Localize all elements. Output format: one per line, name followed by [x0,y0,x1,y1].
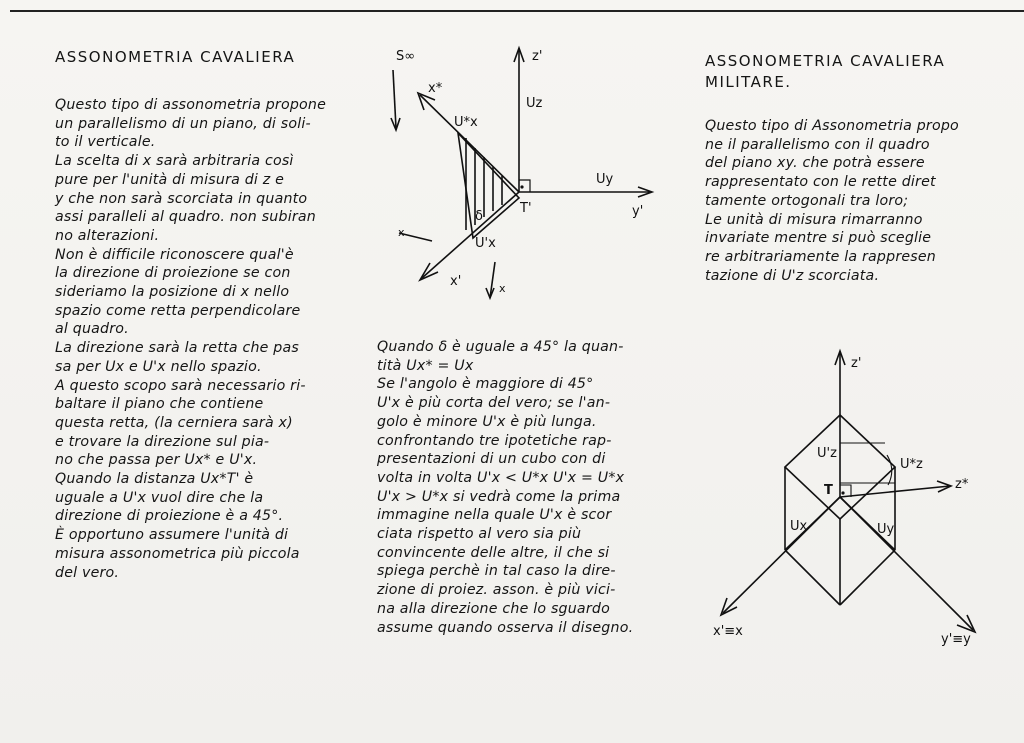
text-line: U'x > U*x si vedrà come la prima [377,488,621,505]
text-line: presentazioni di un cubo con di [377,451,606,468]
text-line: direzione di proiezione è a 45°. [55,508,284,525]
uy-label: Uy [877,522,895,537]
x-star-axis [420,95,519,192]
t-prime-label: T' [520,201,532,216]
diagram-cavalier-projection [380,40,670,305]
text-line: tamente ortogonali tra loro; [705,192,909,209]
x-small-label-2: x [499,282,506,295]
text-line: e trovare la direzione sul pia- [55,433,270,450]
middle-text [377,338,677,637]
text-line: na alla direzione che lo sguardo [377,600,610,617]
text-line: no alterazioni. [55,227,160,244]
z-star-label: z* [955,477,969,492]
text-line: assi paralleli al quadro. non subiran [55,209,316,226]
text-line: questa retta, (la cerniera sarà x) [55,414,293,431]
uy-label: Uy [596,172,614,187]
x-equiv-label: x'≡x [713,624,743,639]
x-prime-label: x' [450,274,462,289]
text-line: misura assonometrica più piccola [55,545,300,562]
text-line: del vero. [55,564,120,581]
t-label: T [824,483,833,498]
text-line: immagine nella quale U'x è scor [377,507,612,524]
text-line: invariate mentre si può sceglie [705,230,932,247]
text-line: Se l'angolo è maggiore di 45° [377,376,594,393]
uz-prime-label: U'z [817,446,837,461]
text-line: la direzione di proiezione se con [55,265,291,282]
top-rule [10,10,1024,12]
text-line: Quando la distanza Ux*T' è [55,471,254,488]
diagram-military-projection [705,345,1000,650]
right-title-line-2: MILITARE. [705,73,792,91]
text-line: tazione di U'z scorciata. [705,267,880,284]
text-line: zione di proiez. asson. è più vici- [377,582,616,599]
text-line: La scelta di x sarà arbitraria così [55,153,294,170]
text-line: Questo tipo di Assonometria propo [705,118,959,134]
text-line: La direzione sarà la retta che pas [55,340,299,357]
x-star-label: x* [428,81,443,96]
ux-star-label: U*x [454,115,478,130]
ux-label: Ux [790,519,808,534]
uz-label: Uz [526,96,543,111]
text-line: uguale a U'x vuol dire che la [55,489,264,506]
text-line: rappresentato con le rette diret [705,174,936,191]
text-line: convincente delle altre, il che si [377,544,610,561]
delta-label: δ [475,209,483,224]
left-column [55,48,345,582]
text-line: volta in volta U'x < U*x U'x = U*x [377,469,625,486]
text-line: È opportuno assumere l'unità di [55,527,289,544]
ux-prime-label: U'x [475,236,496,251]
middle-column [377,338,677,637]
text-line: Le unità di misura rimarranno [705,211,923,228]
text-line: pure per l'unità di misura di z e [55,171,285,188]
text-line: ciata rispetto al vero sia più [377,526,582,543]
left-title: ASSONOMETRIA CAVALIERA [55,48,296,66]
text-line: golo è minore U'x è più lunga. [377,413,597,430]
text-line: tità Ux* = Ux [377,357,474,374]
y-prime-label: y' [632,204,644,219]
text-line: re arbitrariamente la rappresen [705,248,937,265]
text-line: to il verticale. [55,134,156,151]
y-equiv-label: y'≡y [941,632,971,647]
text-line: baltare il piano che contiene [55,396,264,413]
s-infinity-label: S∞ [396,49,416,64]
rotated-triangle [458,133,519,238]
right-column [705,52,1005,285]
z-label: z' [532,49,543,64]
x-small-label: x [398,226,405,239]
text-line: U'x è più corta del vero; se l'an- [377,395,611,412]
right-text [705,117,1005,285]
text-line: no che passa per Ux* e U'x. [55,452,258,469]
text-line: y che non sarà scorciata in quanto [55,190,308,207]
text-line: spazio come retta perpendicolare [55,302,301,319]
text-line: sa per Ux e U'x nello spazio. [55,358,262,375]
text-line: al quadro. [55,321,129,338]
text-line: spiega perchè in tal caso la dire- [377,563,616,580]
text-line: Questo tipo di assonometria propone [55,97,327,113]
x-prime-axis [422,192,519,278]
text-line: Non è difficile riconoscere qual'è [55,246,294,263]
right-title-line-1: ASSONOMETRIA CAVALIERA [705,52,946,70]
text-line: ne il parallelismo con il quadro [705,136,930,153]
text-line: Quando δ è uguale a 45° la quan- [377,339,624,355]
text-line: confrontando tre ipotetiche rap- [377,432,612,449]
projection-direction-arrow [393,70,396,128]
z-label: z' [851,356,862,371]
text-line: un parallelismo di un piano, di soli- [55,115,311,132]
text-line: A questo scopo sarà necessario ri- [55,377,306,394]
uz-star-label: U*z [900,457,923,472]
text-line: del piano xy. che potrà essere [705,155,925,172]
text-line: sideriamo la posizione di x nello [55,284,290,301]
text-line: assume quando osserva il disegno. [377,619,634,636]
left-text [55,96,345,582]
